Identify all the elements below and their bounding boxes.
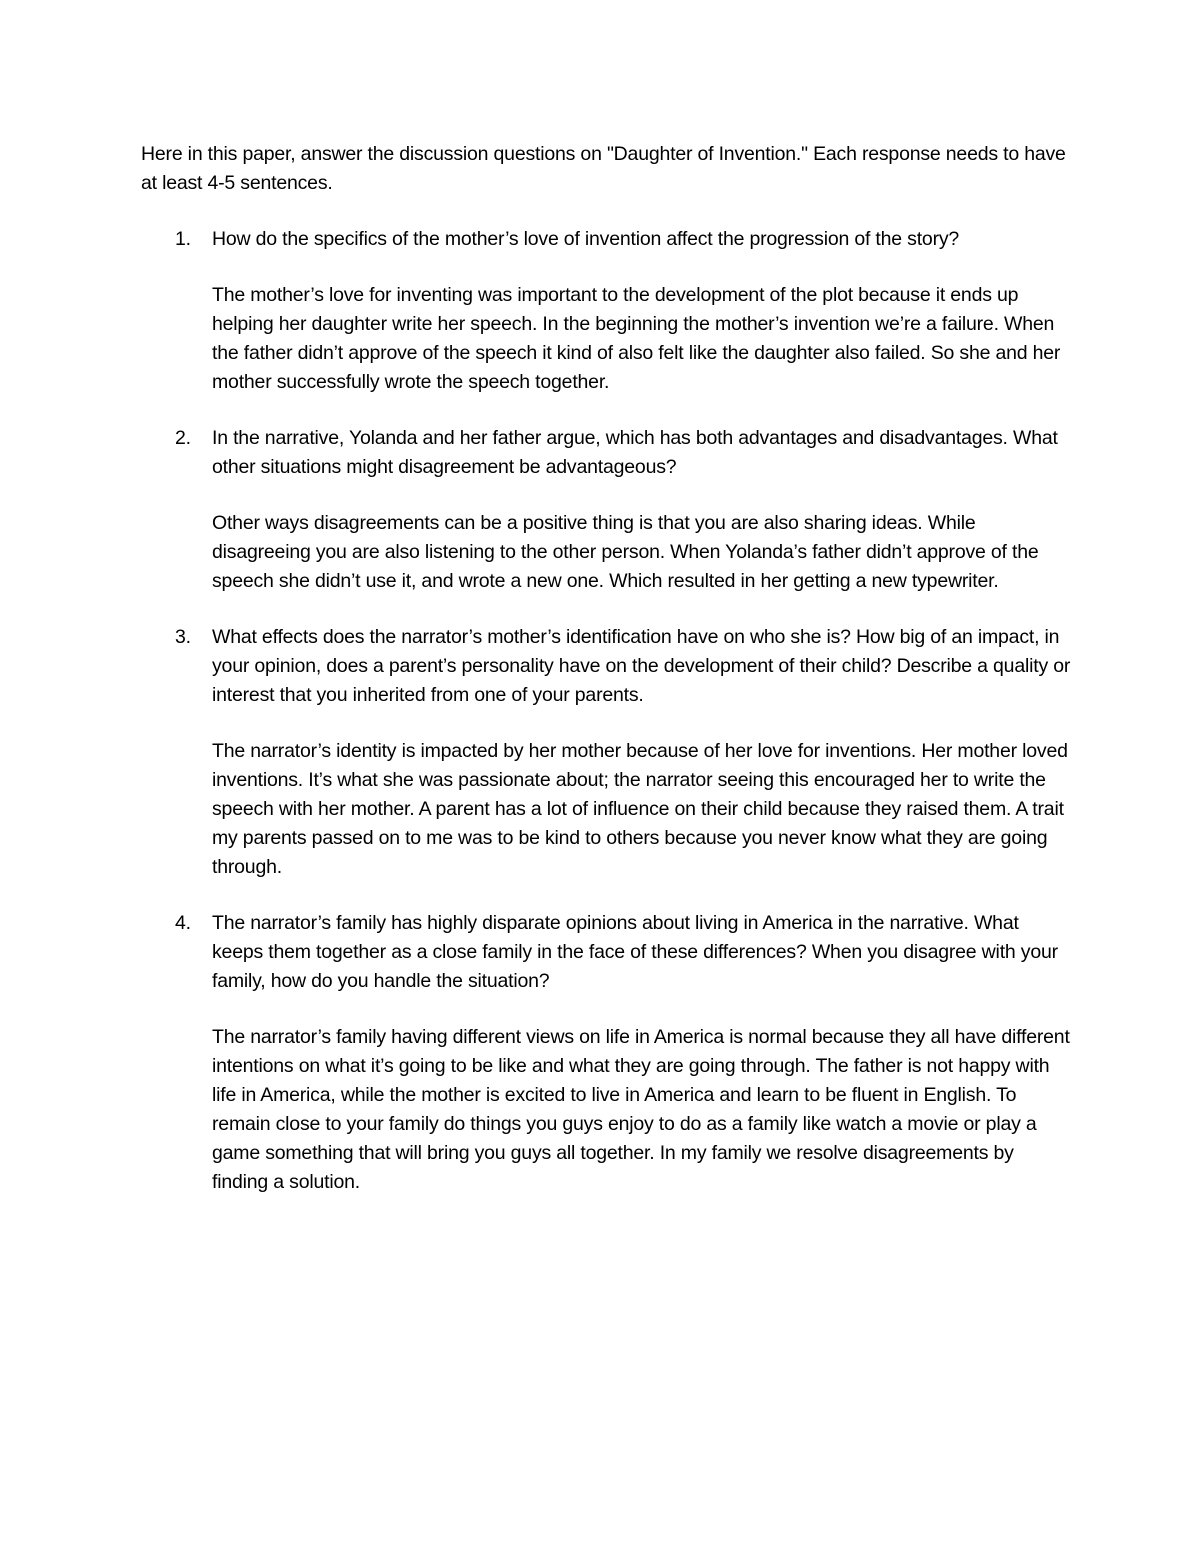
question-text: In the narrative, Yolanda and her father argue, which has both advantages and disadvantages. What other situations might disagreement be advantageous? [212,427,1058,478]
question-number: 2. [175,427,191,449]
list-item [141,623,1071,882]
list-item [141,225,1071,397]
question-list [141,225,1071,1197]
question-text: What effects does the narrator’s mother’s identification have on who she is? How big of an impact, in your opinion, does a parent’s personality have on the development of their child? Describe a quality or interest that you inherited from one of your parents. [212,626,1071,706]
question-text: How do the specifics of the mother’s love of invention affect the progression of the story? [212,228,960,250]
question-number: 3. [175,626,191,648]
answer-paragraph: The narrator’s family having different views on life in America is normal because they all have different intentions on what it’s going to be like and what they are going through. The father is not happy with life in America, while the mother is excited to live in America and learn to be fluent in English. To remain close to your family do things you guys enjoy to do as a family like watch a movie or play a game something that will bring you guys all together. In my family we resolve disagreements by finding a solution. [212,1026,1070,1193]
answer-paragraph: Other ways disagreements can be a positive thing is that you are also sharing ideas. While disagreeing you are also listening to the other person. When Yolanda’s father didn’t approve of the speech she didn’t use it, and wrote a new one. Which resulted in her getting a new typewriter. [212,512,1039,592]
question-text: The narrator’s family has highly disparate opinions about living in America in the narrative. What keeps them together as a close family in the face of these differences? When you disagree with your family, how do you handle the situation? [212,912,1058,992]
document-body [141,140,1071,1224]
list-item [141,909,1071,1197]
list-item [141,424,1071,596]
intro-paragraph: Here in this paper, answer the discussion questions on "Daughter of Invention." Each response needs to have at least 4-5 sentences. [141,143,1066,194]
question-number: 4. [175,912,191,934]
answer-paragraph: The mother’s love for inventing was important to the development of the plot because it ends up helping her daughter write her speech. In the beginning the mother’s invention we’re a failure. When the father didn’t approve of the speech it kind of also felt like the daughter also failed. So she and her mother successfully wrote the speech together. [212,284,1061,393]
question-number: 1. [175,228,191,250]
answer-paragraph: The narrator’s identity is impacted by her mother because of her love for inventions. Her mother loved inventions. It’s what she was passionate about; the narrator seeing this encouraged her to write the speech with her mother. A parent has a lot of influence on their child because they raised them. A trait my parents passed on to me was to be kind to others because you never know what they are going through. [212,740,1068,878]
